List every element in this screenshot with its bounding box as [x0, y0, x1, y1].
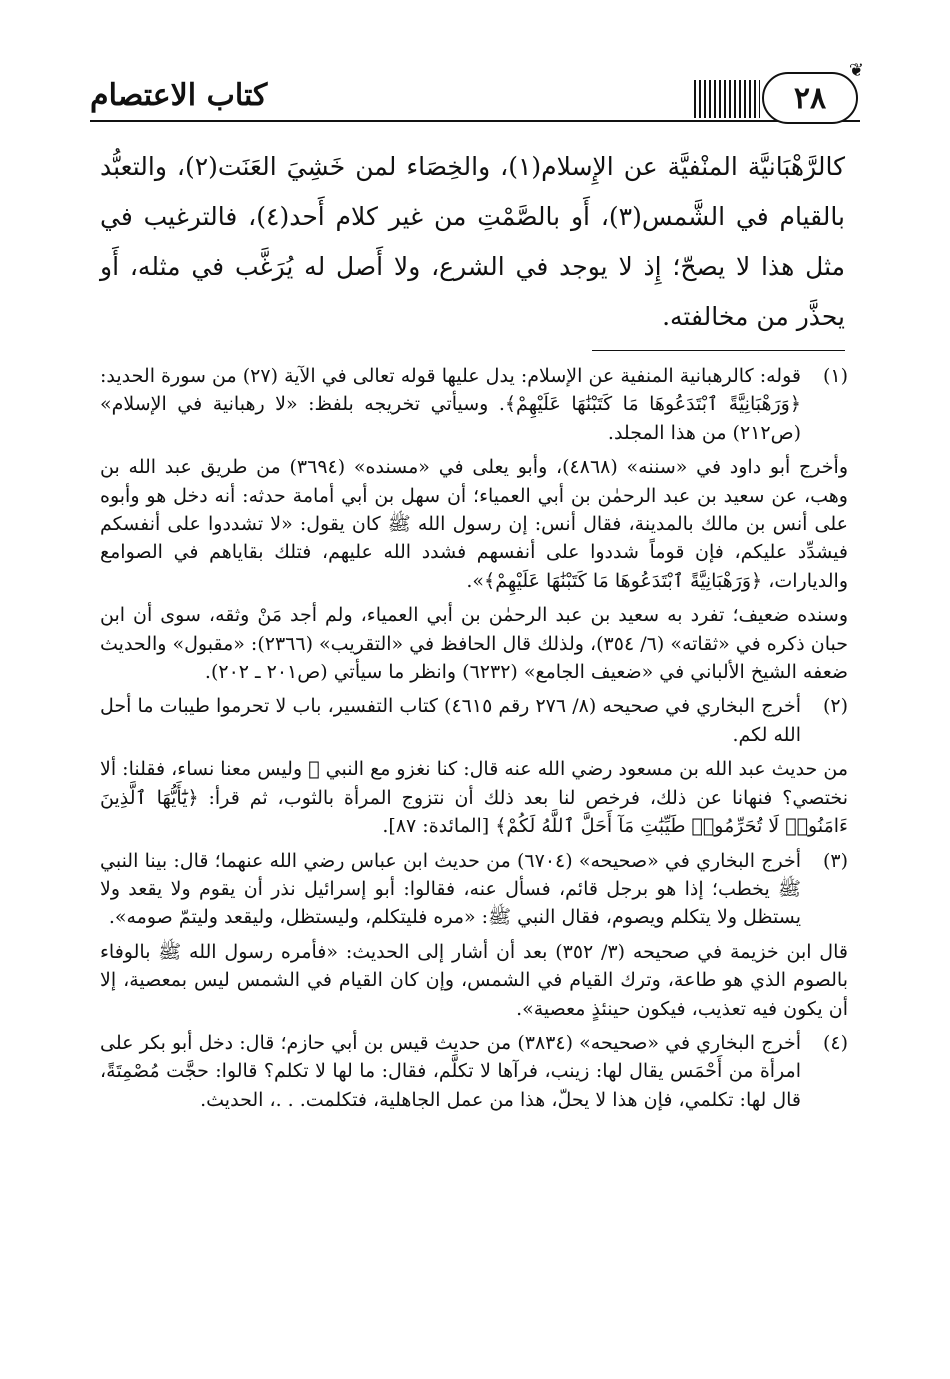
- footnote-paragraph: أخرج البخاري في «صحيحه» (٦٧٠٤) من حديث ابن عباس رضي الله عنهما؛ قال: بينا النبي ﷺ يخطب؛ إذا هو برجل قائم، فسأل عنه، فقالوا: أبو إسرائيل نذر أن يقوم ولا يقعد ولا يستظل ولا يتكلم ويصوم، فقال النبي ﷺ: «مره فليتكلم، وليستظل، وليقعد وليتمّ صومه».: [100, 849, 801, 929]
- footnote-paragraph: قوله: كالرهبانية المنفية عن الإسلام: يدل عليها قوله تعالى في الآية (٢٧) من سورة الحديد: ﴿وَرَهْبَانِيَّةً ٱبْتَدَعُوهَا مَا كَتَبْنَٰهَا عَلَيْهِمْ﴾. وسيأتي تخريجه بلفظ: «لا رهبانية في الإسلام» (ص٢١٢) من هذا المجلد.: [100, 365, 801, 444]
- footnote-number: (٤): [822, 1031, 848, 1054]
- footnote-4: [100, 1029, 848, 1114]
- footnote-paragraph: وأخرج أبو داود في «سننه» (٤٨٦٨)، وأبو يعلى في «مسنده» (٣٦٩٤) من طريق عبد الله بن وهب، عن سعيد بن عبد الرحمٰن بن أبي العمياء؛ أن سهل بن أبي أمامة حدثه: أنه دخل هو وأبوه على أنس بن مالك بالمدينة، فقال أنس: إن رسول الله ﷺ كان يقول: «لا تشددوا على أنفسكم فيشدِّد عليكم، فإن قوماً شددوا على أنفسهم فشدد الله عليهم، فتلك بقاياهم في الصوامع والديارات، ﴿وَرَهْبَانِيَّةً ٱبْتَدَعُوهَا مَا كَتَبْنَٰهَا عَلَيْهِمْ﴾».: [100, 456, 848, 592]
- header-rule: [90, 120, 860, 122]
- footnotes: [100, 362, 848, 1120]
- page-number: ٢٨: [793, 80, 827, 116]
- footnote-number: (٣): [822, 849, 848, 872]
- footnote-paragraph: وسنده ضعيف؛ تفرد به سعيد بن عبد الرحمٰن بن أبي العمياء، ولم أجد مَنْ وثقه، سوى أن ابن حبان ذكره في «ثقاته» (٦/ ٣٥٤)، ولذلك قال الحافظ في «التقريب» (٢٣٦٦): «مقبول» والحديث ضعفه الشيخ الألباني في «ضعيف الجامع» (٦٢٣٢) وانظر ما سيأتي (ص٢٠١ ـ ٢٠٢).: [100, 604, 848, 684]
- page-header: [90, 60, 864, 128]
- main-paragraph: كالرَّهْبَانيَّة المنْفيَّة عن الإِسلام(١)، والخِصَاء لمن خَشِيَ العَنَت(٢)، والتعبُّد بالقيام في الشَّمس(٣)، أَو بالصَّمْتِ من غير كلام أَحد(٤)، فالترغيب في مثل هذا لا يصحّ؛ إِذ لا يوجد في الشرع، ولا أَصل له يُرَغَّب في مثله، أَو يحذَّر من مخالفته.: [100, 152, 845, 331]
- footnote-separator: [592, 350, 845, 351]
- flourish-icon: ❦: [848, 60, 864, 81]
- book-title: كتاب الاعتصام: [90, 78, 268, 113]
- footnote-number: (١): [822, 365, 848, 387]
- footnote-2: [100, 692, 848, 840]
- footnote-paragraph: قال ابن خزيمة في صحيحه (٣/ ٣٥٢) بعد أن أشار إلى الحديث: «فأمره رسول الله ﷺ بالوفاء بالصوم الذي هو طاعة، وترك القيام في الشمس، وإن كان القيام في الشمس ليس بمعصية، إلا أن يكون فيه تعذيب، فيكون حينئذٍ معصية».: [100, 940, 848, 1020]
- footnote-1: [100, 362, 848, 686]
- footnote-paragraph: أخرج البخاري في «صحيحه» (٣٨٣٤) من حديث قيس بن أبي حازم؛ قال: دخل أبو بكر على امرأة من أَحْمَس يقال لها: زينب، فرآها لا تكلَّم، فقال: ما لها لا تكلم؟ قالوا: حجَّت مُصْمِتَةً، قال لها: تكلمي، فإن هذا لا يحلّ، هذا من عمل الجاهلية، فتكلمت. . .، الحديث.: [100, 1031, 801, 1111]
- footnote-number: (٢): [822, 695, 848, 718]
- footnote-paragraph: من حديث عبد الله بن مسعود رضي الله عنه قال: كنا نغزو مع النبي ﷺ وليس معنا نساء، فقلنا: ألا نختصي؟ فنهانا عن ذلك، فرخص لنا بعد ذلك أن نتزوج المرأة بالثوب، ثم قرأ: ﴿يَٰٓأَيُّهَا ٱلَّذِينَ ءَامَنُوا۟ لَا تُحَرِّمُوا۟ طَيِّبَٰتِ مَآ أَحَلَّ ٱللَّهُ لَكُمْ﴾ [المائدة: ٨٧].: [100, 758, 848, 838]
- page-number-badge: [762, 72, 858, 124]
- footnote-paragraph: أخرج البخاري في صحيحه (٨/ ٢٧٦ رقم ٤٦١٥) كتاب التفسير، باب لا تحرموا طيبات ما أحل الله لكم.: [100, 695, 802, 746]
- header-ornament-bars: [694, 80, 760, 118]
- footnote-3: [100, 847, 848, 1023]
